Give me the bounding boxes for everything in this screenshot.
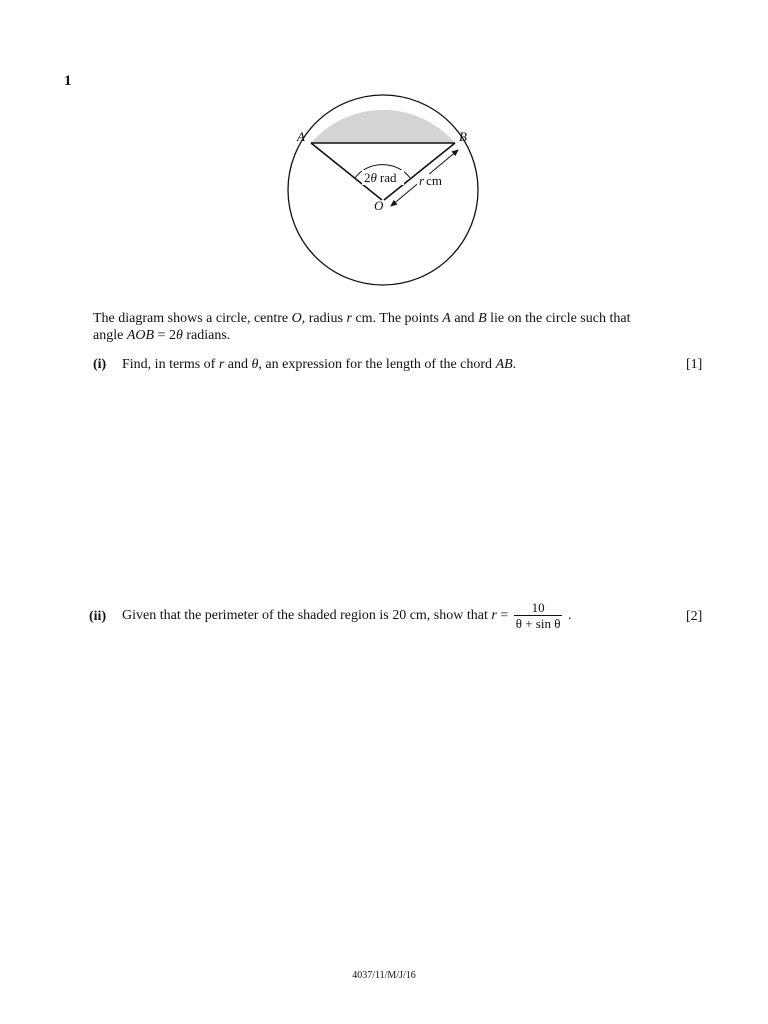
- angle-label: 2θ rad: [364, 170, 397, 185]
- part-ii-label: (ii): [89, 609, 107, 624]
- radius-label: r cm: [419, 173, 442, 188]
- circle-diagram: [0, 0, 768, 320]
- part-ii-marks: [2]: [686, 609, 703, 624]
- stem-line-2: angle AOB = 2θ radians.: [93, 328, 231, 343]
- label-o: O: [374, 198, 384, 213]
- fraction: $\frac{10}{\text{θ + sin θ}}$: [515, 599, 561, 631]
- part-ii-text: Given that the perimeter of the shaded region is 20 cm, show that r = $\frac{10}{\text{θ + sin θ}}$ .: [122, 599, 572, 631]
- label-b: B: [459, 129, 467, 144]
- stem-line-1: The diagram shows a circle, centre O, radius r cm. The points A and B lie on the circle such that: [93, 311, 631, 326]
- label-a: A: [297, 129, 305, 144]
- part-i-text: Find, in terms of r and θ, an expression for the length of the chord AB.: [122, 357, 517, 372]
- paper-code-footer: 4037/11/M/J/16: [352, 970, 416, 981]
- part-i-marks: [1]: [686, 357, 703, 372]
- question-number: 1: [64, 73, 72, 89]
- part-i-label: (i): [93, 357, 107, 372]
- question-stem: [93, 310, 693, 344]
- shaded-segment: [311, 110, 455, 143]
